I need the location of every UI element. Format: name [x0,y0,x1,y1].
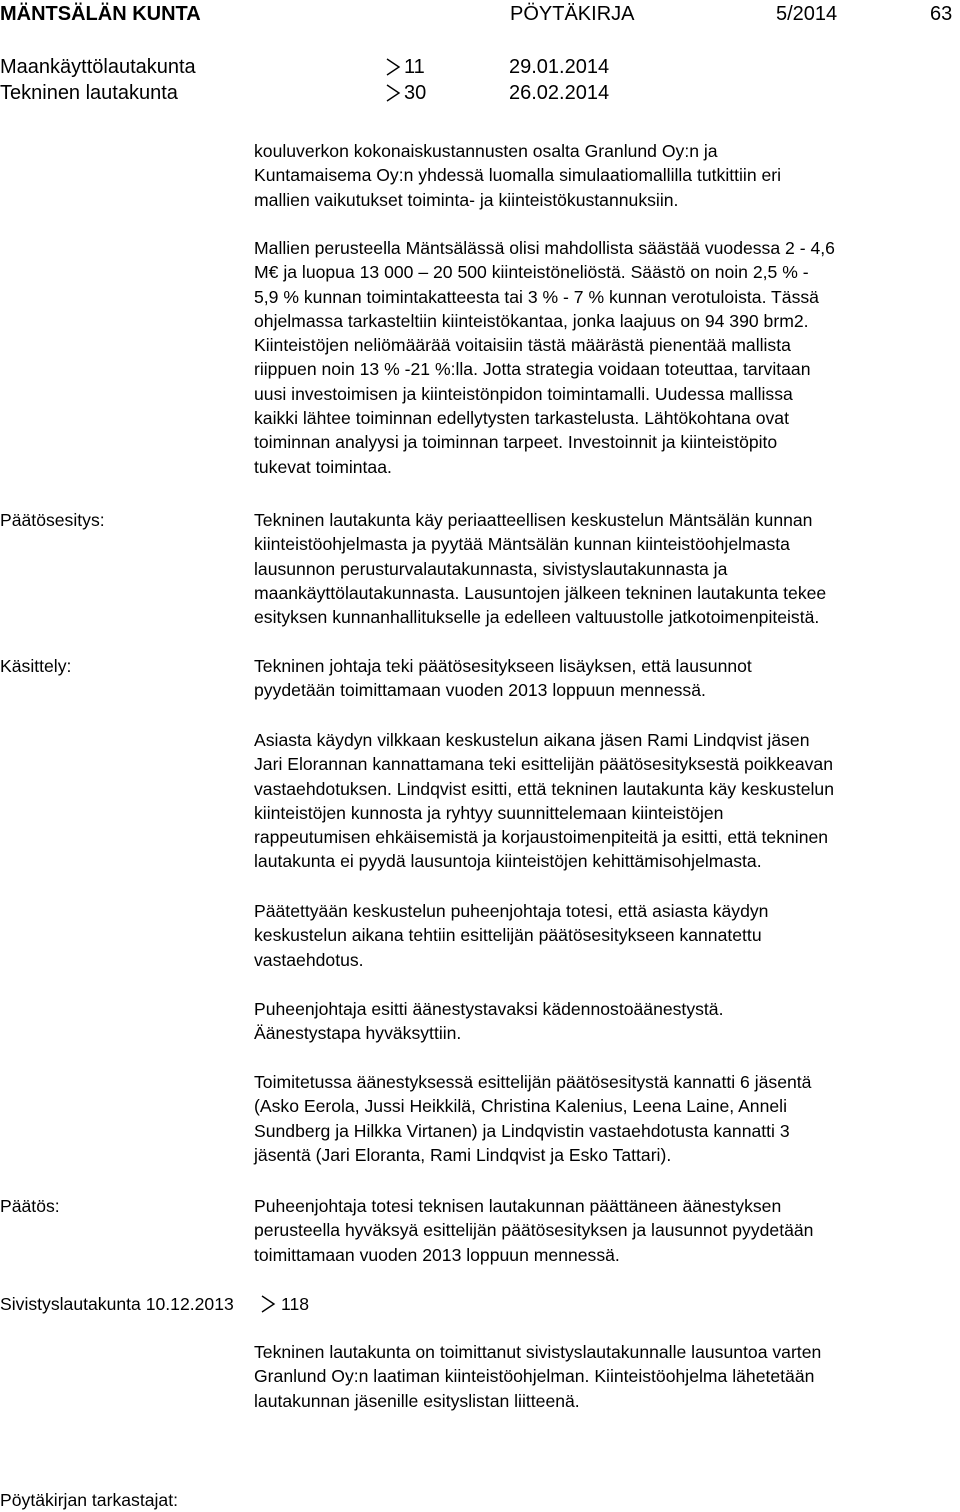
handling-paragraph-2 [254,728,954,874]
intro-paragraph-1 [254,139,954,212]
document-type: PÖYTÄKIRJA [510,3,635,25]
text-line: Tekninen lautakunta käy periaatteellisen keskustelun Mäntsälän kunnan [254,510,813,530]
text-line: rappeutumisen ehkäisemistä ja korjaustoimenpiteitä ja esitti, että tekninen [254,827,829,848]
text-line: (Asko Eerola, Jussi Heikkilä, Christina Kalenius, Leena Laine, Anneli [254,1096,787,1117]
text-line: Granlund Oy:n laatiman kiinteistöohjelman. Kiinteistöohjelma lähetetään [254,1366,815,1387]
text-line: Mallien perusteella Mäntsälässä olisi mahdollista säästää vuodessa 2 - 4,6 [254,238,835,258]
text-line: kaikki lähtee toiminnan edellytysten tarkastelusta. Lähtökohtana ovat [254,408,789,429]
text-line: vastaehdotus. [254,949,364,970]
proposal-label: Päätösesitys: [0,510,105,530]
handling-paragraph-3 [254,899,954,972]
text-line: perusteella hyväksyä esittelijän päätösesityksen ja lausunnot pyydetään [254,1220,814,1241]
text-line: keskustelun aikana tehtiin esittelijän päätösesitykseen kannatettu [254,925,762,946]
text-line: lautakunnan jäsenille esityslistan liitteenä. [254,1390,580,1411]
handling-paragraph-1 [254,654,954,703]
text-line: kiinteistöohjelmasta ja pyytää Mäntsälän kunnan kiinteistöohjelmasta [254,534,790,555]
text-line: tukevat toimintaa. [254,456,392,477]
text-line: riippuen noin 13 % -21 %:lla. Jotta strategia voidaan toteuttaa, tarvitaan [254,359,811,380]
section-number-2: 30 [404,82,427,104]
text-line: kiinteistöjen kunnosta ja ryhtyy suunnittelemaan kiinteistöjen [254,802,724,823]
text-line: vastaehdotuksen. Lindqvist esitti, että tekninen lautakunta käy keskustelun [254,778,834,799]
handling-label: Käsittely: [0,656,72,676]
section-number-1: 11 [404,56,425,78]
text-line: kouluverkon kokonaiskustannusten osalta Granlund Oy:n ja [254,141,718,161]
text-line: toimittamaan vuoden 2013 loppuun mennessä. [254,1244,620,1265]
meeting-date-2: 26.02.2014 [509,82,610,104]
text-line: jäsentä (Jari Eloranta, Rami Lindqvist ja Esko Tattari). [254,1144,672,1165]
handling-paragraph-4 [254,997,954,1046]
text-line: 5,9 % kunnan toimintakatteesta tai 3 % - 7 % kunnan verotuloista. Tässä [254,286,819,307]
text-line: Kiinteistöjen neliömäärää voitaisiin tästä määrästä pienentää mallista [254,335,791,356]
text-line: lautakunta ei pyydä lausuntoja kiinteistöjen kehittämisohjelmasta. [254,851,762,872]
text-line: Jari Elorannan kannattamana teki esittelijän päätösesityksestä poikkeavan [254,754,833,775]
text-line: lausunnon perusturvalautakunnasta, sivistyslautakunnasta ja [254,558,728,579]
text-line: Toimitetussa äänestyksessä esittelijän päätösesitystä kannatti 6 jäsentä [254,1072,812,1092]
text-line: Sundberg ja Hilkka Virtanen) ja Lindqvistin vastaehdotusta kannatti 3 [254,1120,790,1141]
text-line: mallien vaikutukset toiminta- ja kiinteistökustannuksiin. [254,189,679,210]
meeting-date-1: 29.01.2014 [509,56,610,78]
intro-paragraph-2 [254,236,954,479]
decision-label: Päätös: [0,1196,60,1216]
section-sign-icon [260,1295,276,1313]
proposal-paragraph [254,508,954,629]
text-line: Asiasta käydyn vilkkaan keskustelun aikana jäsen Rami Lindqvist jäsen [254,730,810,750]
text-line: Päätettyään keskustelun puheenjohtaja totesi, että asiasta käydyn [254,901,769,921]
section-sign-icon [385,84,401,102]
sivistys-paragraph [254,1340,954,1413]
text-line: Tekninen johtaja teki päätösesitykseen lisäyksen, että lausunnot [254,656,752,676]
minutes-inspectors-label: Pöytäkirjan tarkastajat: [0,1490,178,1510]
text-line: pyydetään toimittamaan vuoden 2013 loppuun mennessä. [254,680,706,701]
handling-paragraph-5 [254,1070,954,1167]
text-line: maankäyttölautakunnasta. Lausuntojen jälkeen tekninen lautakunta tekee [254,582,827,603]
sivistys-section-number: 118 [281,1294,310,1314]
text-line: Puheenjohtaja totesi teknisen lautakunnan päättäneen äänestyksen [254,1196,782,1216]
text-line: uusi investoimisen ja kiinteistönpidon toimintamalli. Uudessa mallissa [254,383,793,404]
text-line: esityksen kunnanhallitukselle ja edelleen valtuustolle jatkotoimenpiteistä. [254,607,820,628]
text-line: toiminnan analyysi ja toiminnan tarpeet. Investoinnit ja kiinteistöpito [254,432,778,453]
decision-paragraph [254,1194,954,1267]
body-name-2: Tekninen lautakunta [0,82,178,104]
text-line: M€ ja luopua 13 000 – 20 500 kiinteistöneliöstä. Säästö on noin 2,5 % - [254,262,809,283]
text-line: Tekninen lautakunta on toimittanut sivistyslautakunnalle lausuntoa varten [254,1342,822,1362]
municipality-name: MÄNTSÄLÄN KUNTA [0,3,201,25]
text-line: ohjelmassa tarkasteltiin kiinteistökantaa, jonka laajuus on 94 390 brm2. [254,310,809,331]
body-name-1: Maankäyttölautakunta [0,56,196,78]
text-line: Puheenjohtaja esitti äänestystavaksi kädennostoäänestystä. [254,999,724,1019]
page-number: 63 [930,3,953,25]
section-sign-icon [385,58,401,76]
text-line: Äänestystapa hyväksyttiin. [254,1023,462,1044]
text-line: Kuntamaisema Oy:n yhdessä luomalla simulaatiomallilla tutkittiin eri [254,165,782,186]
sivistys-label: Sivistyslautakunta 10.12.2013 [0,1294,234,1314]
document-number: 5/2014 [776,3,838,25]
